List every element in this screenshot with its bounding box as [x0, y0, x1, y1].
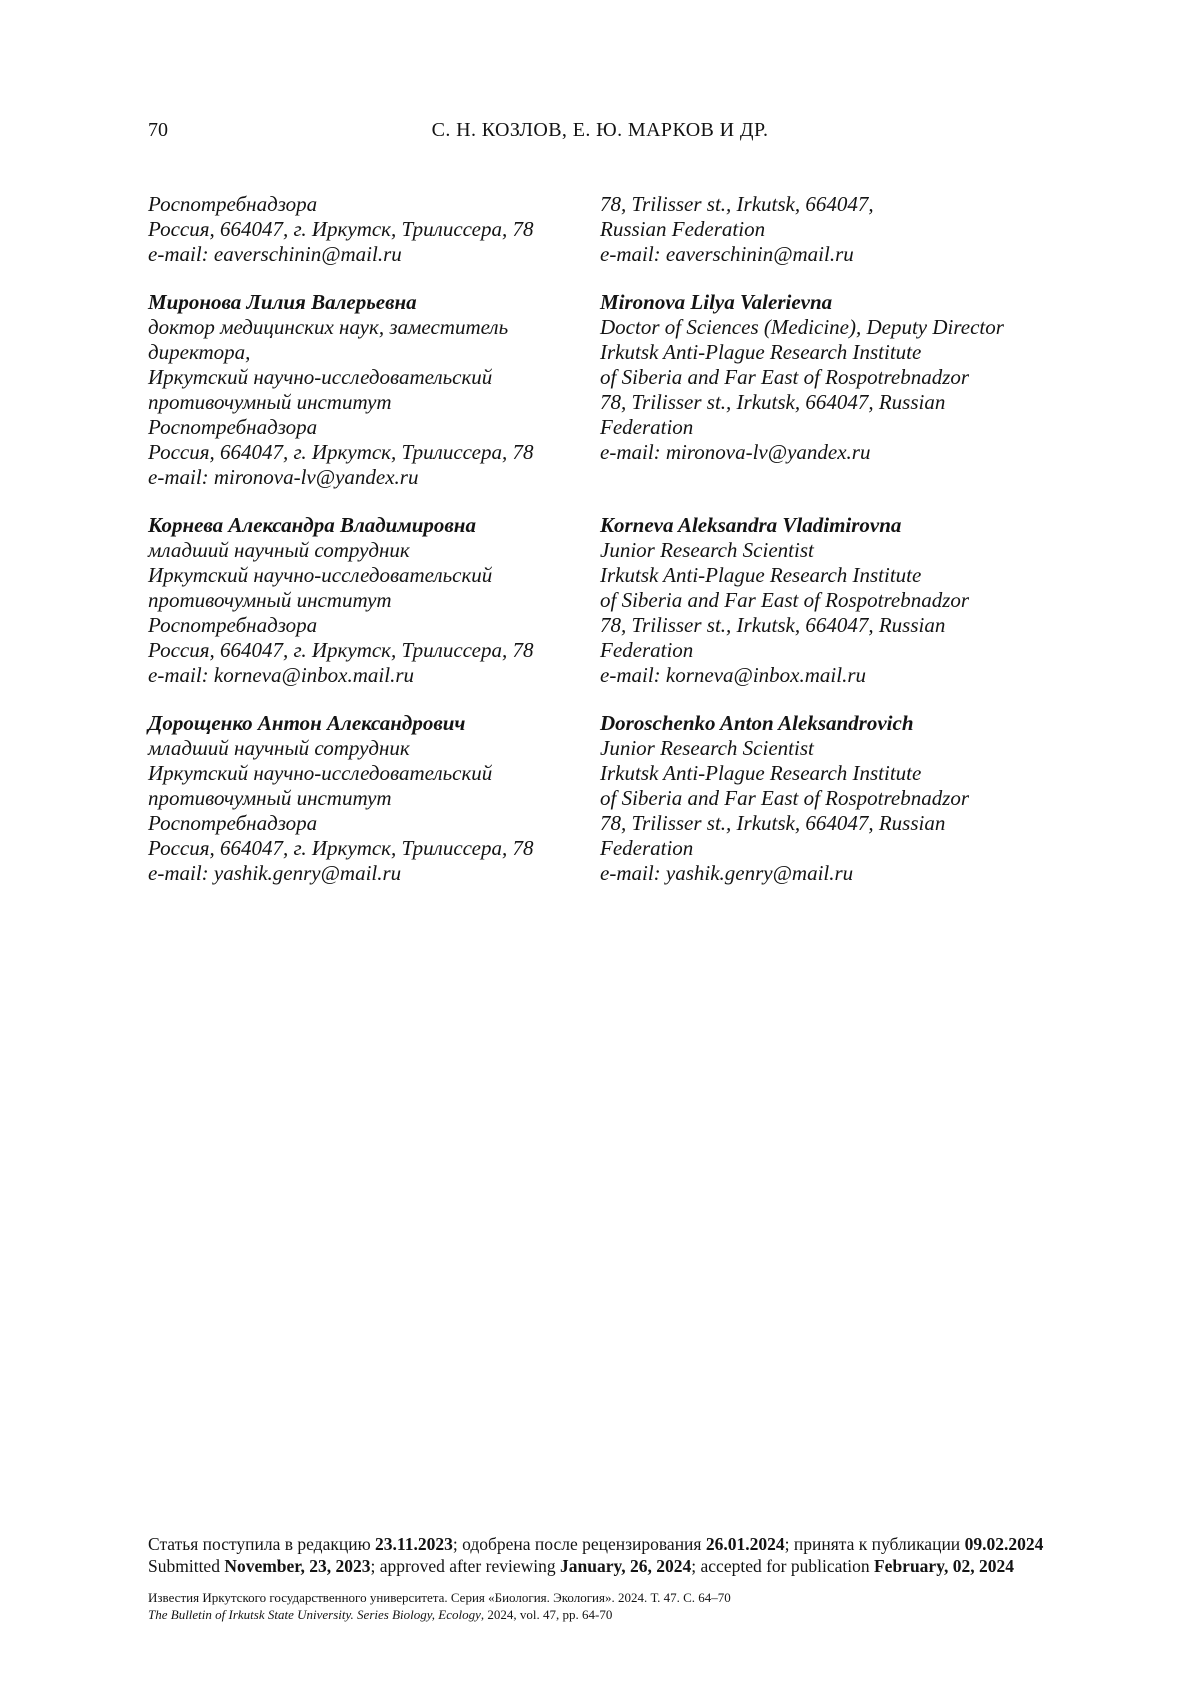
author-name: Mironova Lilya Valerievna	[600, 290, 833, 314]
author-line: 78, Trilisser st., Irkutsk, 664047, Russian	[600, 390, 946, 414]
author-column-en	[600, 192, 1053, 267]
author-line: Federation	[600, 415, 694, 439]
author-line: Роспотребнадзора	[148, 811, 318, 835]
author-name: Миронова Лилия Валерьевна	[148, 290, 417, 314]
author-line: Irkutsk Anti-Plague Research Institute	[600, 563, 922, 587]
author-line: доктор медицинских наук, заместитель	[148, 315, 509, 339]
author-line: Иркутский научно-исследовательский	[148, 365, 493, 389]
author-line: 78, Trilisser st., Irkutsk, 664047, Russian	[600, 613, 946, 637]
page-header	[0, 119, 1200, 145]
date-label: ; accepted for publication	[691, 1556, 874, 1576]
author-name: Doroschenko Anton Aleksandrovich	[600, 711, 914, 735]
author-line: Federation	[600, 638, 694, 662]
author-email: e-mail: yashik.genry@mail.ru	[148, 861, 402, 885]
author-line: младший научный сотрудник	[148, 736, 410, 760]
author-line: Junior Research Scientist	[600, 538, 814, 562]
author-line: of Siberia and Far East of Rospotrebnadzor	[600, 786, 970, 810]
author-line: Doctor of Sciences (Medicine), Deputy Director	[600, 315, 1004, 339]
date-label: Статья поступила в редакцию	[148, 1534, 376, 1554]
date-label: ; принята к публикации	[784, 1534, 965, 1554]
author-line: Federation	[600, 836, 694, 860]
dates-line-ru	[148, 1533, 1048, 1555]
author-block	[148, 711, 1053, 886]
author-line: Роспотребнадзора	[148, 613, 318, 637]
author-line: Россия, 664047, г. Иркутск, Трилиссера, 78	[148, 217, 534, 241]
running-head: С. Н. КОЗЛОВ, Е. Ю. МАРКОВ И ДР.	[431, 119, 769, 141]
journal-line-ru: Известия Иркутского государственного университета. Серия «Биология. Экология». 2024. Т. 47. С. 64–70	[148, 1590, 731, 1605]
author-email: e-mail: mironova-lv@yandex.ru	[148, 465, 419, 489]
author-name: Корнева Александра Владимировна	[148, 513, 476, 537]
date-label: ; approved after reviewing	[370, 1556, 560, 1576]
author-name: Korneva Aleksandra Vladimirovna	[600, 513, 902, 537]
author-line: 78, Trilisser st., Irkutsk, 664047, Russian	[600, 811, 946, 835]
author-line: of Siberia and Far East of Rospotrebnadzor	[600, 365, 970, 389]
author-line: Россия, 664047, г. Иркутск, Трилиссера, 78	[148, 836, 534, 860]
author-line: противочумный институт	[148, 390, 392, 414]
authors-section	[148, 192, 1053, 909]
author-email: e-mail: korneva@inbox.mail.ru	[600, 663, 867, 687]
dates-line-en	[148, 1555, 1048, 1577]
date-value: January, 26, 2024	[560, 1556, 692, 1576]
author-column-en	[600, 290, 1053, 490]
journal-citation	[148, 1590, 1048, 1623]
date-value: November, 23, 2023	[224, 1556, 371, 1576]
author-line: Иркутский научно-исследовательский	[148, 761, 493, 785]
author-line: 78, Trilisser st., Irkutsk, 664047,	[600, 192, 874, 216]
date-value: February, 02, 2024	[873, 1556, 1014, 1576]
author-email: e-mail: korneva@inbox.mail.ru	[148, 663, 415, 687]
author-column-ru	[148, 290, 600, 490]
author-email: e-mail: eaverschinin@mail.ru	[600, 242, 854, 266]
author-line: Junior Research Scientist	[600, 736, 814, 760]
author-block	[148, 290, 1053, 490]
author-line: младший научный сотрудник	[148, 538, 410, 562]
author-line: Russian Federation	[600, 217, 766, 241]
author-line: Россия, 664047, г. Иркутск, Трилиссера, 78	[148, 440, 534, 464]
author-line: противочумный институт	[148, 786, 392, 810]
date-value: 09.02.2024	[964, 1534, 1044, 1554]
author-line: Иркутский научно-исследовательский	[148, 563, 493, 587]
author-block	[148, 513, 1053, 688]
date-label: Submitted	[148, 1556, 225, 1576]
author-line: Роспотребнадзора	[148, 192, 318, 216]
author-column-ru	[148, 192, 600, 267]
article-dates	[148, 1533, 1048, 1577]
date-value: 23.11.2023	[375, 1534, 453, 1554]
author-email: e-mail: yashik.genry@mail.ru	[600, 861, 854, 885]
author-line: of Siberia and Far East of Rospotrebnadzor	[600, 588, 970, 612]
journal-volume-en: , 2024, vol. 47, pp. 64-70	[480, 1606, 613, 1622]
page-number: 70	[148, 119, 168, 141]
author-column-en	[600, 513, 1053, 688]
author-email: e-mail: eaverschinin@mail.ru	[148, 242, 402, 266]
author-line: директора,	[148, 340, 251, 364]
author-line: Irkutsk Anti-Plague Research Institute	[600, 340, 922, 364]
author-column-ru	[148, 711, 600, 886]
author-block	[148, 192, 1053, 267]
author-line: Роспотребнадзора	[148, 415, 318, 439]
journal-title-en: The Bulletin of Irkutsk State University. Series Biology, Ecology	[148, 1606, 481, 1622]
author-line: противочумный институт	[148, 588, 392, 612]
author-column-en	[600, 711, 1053, 886]
author-name: Дорощенко Антон Александрович	[148, 711, 466, 735]
date-label: ; одобрена после рецензирования	[452, 1534, 706, 1554]
author-line: Irkutsk Anti-Plague Research Institute	[600, 761, 922, 785]
date-value: 26.01.2024	[705, 1534, 785, 1554]
journal-line-en	[148, 1607, 1048, 1624]
author-column-ru	[148, 513, 600, 688]
author-line: Россия, 664047, г. Иркутск, Трилиссера, 78	[148, 638, 534, 662]
author-email: e-mail: mironova-lv@yandex.ru	[600, 440, 871, 464]
